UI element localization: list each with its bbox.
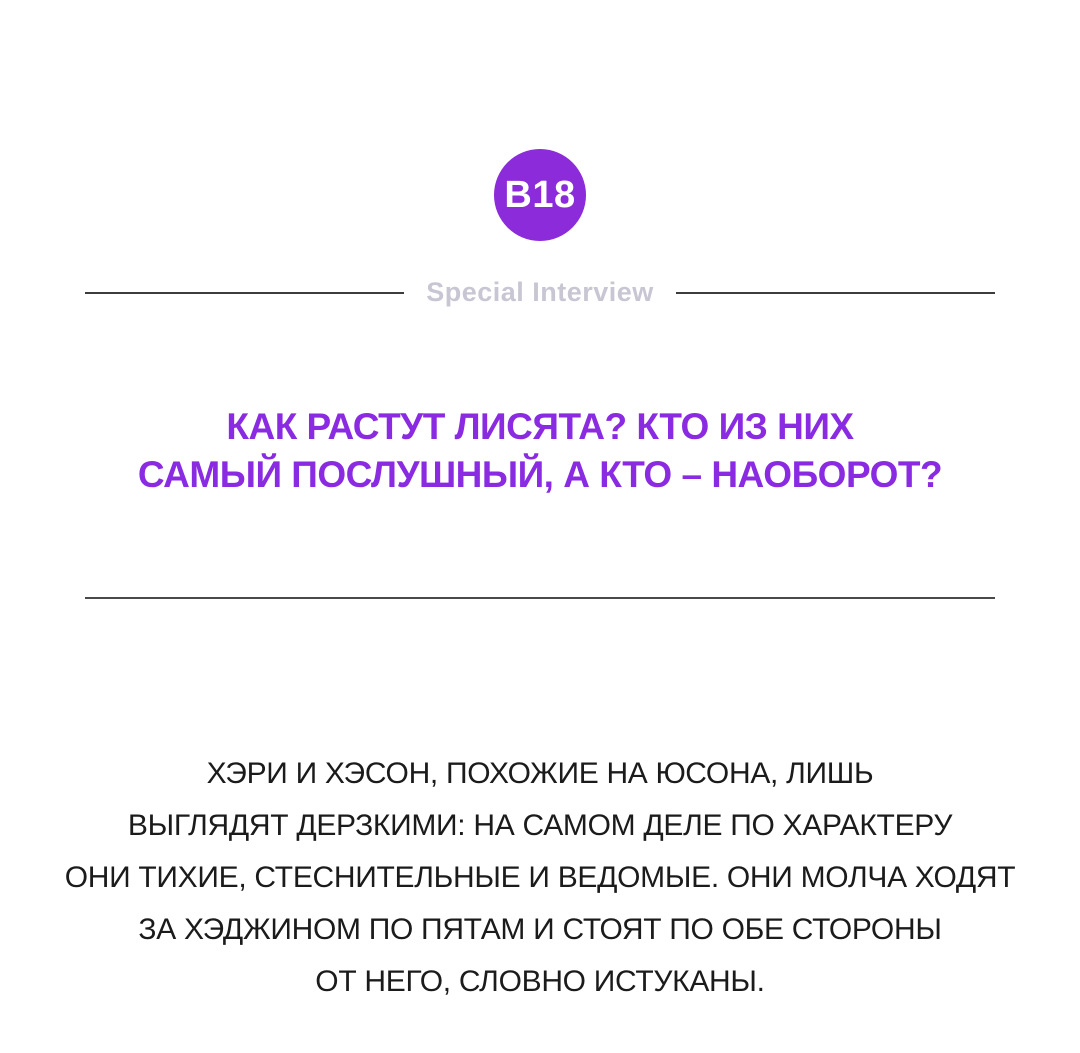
subtitle-left-rule [85,292,404,294]
page-title-line-1: КАК РАСТУТ ЛИСЯТА? КТО ИЗ НИХ [226,406,854,447]
page-title-line-2: САМЫЙ ПОСЛУШНЫЙ, А КТО – НАОБОРОТ? [137,454,943,495]
body-line-1: ХЭРИ И ХЭСОН, ПОХОЖИЕ НА ЮСОНА, ЛИШЬ [206,757,874,790]
section-divider [85,597,995,599]
subtitle-right-rule [676,292,995,294]
body-line-2: ВЫГЛЯДЯТ ДЕРЗКИМИ: НА САМОМ ДЕЛЕ ПО ХАРАКТЕРУ [127,809,953,842]
body-text [0,748,1080,1008]
badge-label: B18 [504,173,576,216]
body-line-3: ОНИ ТИХИЕ, СТЕСНИТЕЛЬНЫЕ И ВЕДОМЫЕ. ОНИ МОЛЧА ХОДЯТ [64,861,1016,894]
b18-badge [494,149,586,241]
subtitle-label: Special Interview [426,277,654,307]
page-title [0,403,1080,499]
body-line-4: ЗА ХЭДЖИНОМ ПО ПЯТАМ И СТОЯТ ПО ОБЕ СТОРОНЫ [138,913,942,946]
subtitle-row [85,277,995,308]
body-line-5: ОТ НЕГО, СЛОВНО ИСТУКАНЫ. [315,965,765,998]
